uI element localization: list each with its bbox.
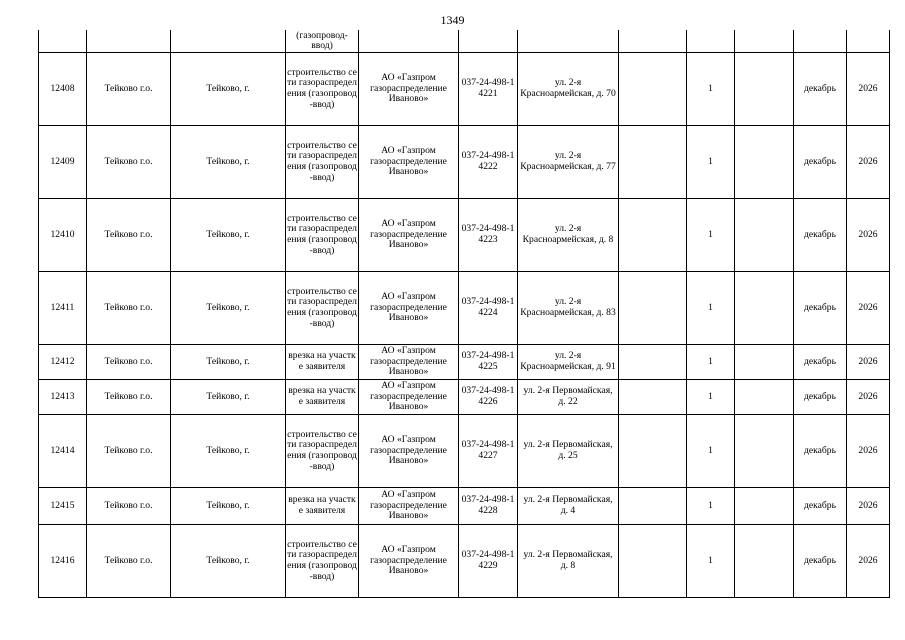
cell-year: 2026 — [847, 488, 890, 525]
cell-empty — [87, 30, 171, 53]
cell-month: декабрь — [794, 525, 847, 598]
cell-empty — [735, 380, 794, 415]
cell-organization: АО «Газпром газораспределение Иваново» — [359, 272, 459, 345]
cell-year: 2026 — [847, 126, 890, 199]
cell-district: Тейково г.о. — [87, 488, 171, 525]
table-row — [39, 345, 890, 380]
cell-district: Тейково г.о. — [87, 525, 171, 598]
cell-year: 2026 — [847, 345, 890, 380]
cell-number: 12410 — [39, 199, 87, 272]
table-row — [39, 53, 890, 126]
cell-city: Тейково, г. — [171, 488, 286, 525]
cell-quantity: 1 — [687, 53, 735, 126]
cell-work-type: врезка на участке заявителя — [286, 488, 359, 525]
table-row — [39, 488, 890, 525]
cell-number: 12416 — [39, 525, 87, 598]
cell-year: 2026 — [847, 272, 890, 345]
cell-address: ул. 2-я Первомайская, д. 4 — [518, 488, 619, 525]
cell-empty — [735, 345, 794, 380]
cell-code: 037-24-498-14229 — [459, 525, 518, 598]
cell-work-type: врезка на участке заявителя — [286, 380, 359, 415]
cell-empty — [735, 126, 794, 199]
cell-empty — [735, 488, 794, 525]
cell-code: 037-24-498-14225 — [459, 345, 518, 380]
table-row — [39, 272, 890, 345]
cell-empty — [619, 126, 687, 199]
cell-work-type: врезка на участке заявителя — [286, 345, 359, 380]
cell-month: декабрь — [794, 272, 847, 345]
cell-empty — [619, 488, 687, 525]
cell-code: 037-24-498-14221 — [459, 53, 518, 126]
cell-empty — [518, 30, 619, 53]
cell-quantity: 1 — [687, 199, 735, 272]
cell-month: декабрь — [794, 488, 847, 525]
cell-year: 2026 — [847, 53, 890, 126]
cell-code: 037-24-498-14227 — [459, 415, 518, 488]
cell-empty — [794, 30, 847, 53]
cell-quantity: 1 — [687, 488, 735, 525]
cell-empty — [735, 525, 794, 598]
cell-code: 037-24-498-14223 — [459, 199, 518, 272]
cell-address: ул. 2-я Первомайская, д. 8 — [518, 525, 619, 598]
cell-organization: АО «Газпром газораспределение Иваново» — [359, 415, 459, 488]
cell-empty — [735, 53, 794, 126]
cell-address: ул. 2-я Красноармейская, д. 70 — [518, 53, 619, 126]
cell-address: ул. 2-я Первомайская, д. 22 — [518, 380, 619, 415]
cell-organization: АО «Газпром газораспределение Иваново» — [359, 199, 459, 272]
cell-month: декабрь — [794, 380, 847, 415]
cell-address: ул. 2-я Красноармейская, д. 8 — [518, 199, 619, 272]
cell-organization: АО «Газпром газораспределение Иваново» — [359, 345, 459, 380]
cell-empty — [735, 415, 794, 488]
cell-work-type — [286, 30, 359, 53]
table-row — [39, 415, 890, 488]
cell-month: декабрь — [794, 53, 847, 126]
cell-city: Тейково, г. — [171, 345, 286, 380]
cell-empty — [619, 415, 687, 488]
cell-work-type: строительство сети газораспределения (газопровод-ввод) — [286, 272, 359, 345]
cell-work-type: строительство сети газораспределения (газопровод-ввод) — [286, 126, 359, 199]
cell-empty — [171, 30, 286, 53]
cell-empty — [847, 30, 890, 53]
cell-city: Тейково, г. — [171, 199, 286, 272]
cell-city: Тейково, г. — [171, 126, 286, 199]
cell-quantity: 1 — [687, 345, 735, 380]
cell-empty — [619, 199, 687, 272]
cell-empty — [735, 272, 794, 345]
cell-empty — [619, 53, 687, 126]
cell-month: декабрь — [794, 415, 847, 488]
table-row-continued — [39, 30, 890, 53]
cell-quantity: 1 — [687, 415, 735, 488]
cell-quantity: 1 — [687, 272, 735, 345]
table-body — [39, 30, 890, 598]
cell-empty — [39, 30, 87, 53]
cell-empty — [619, 272, 687, 345]
cell-number: 12409 — [39, 126, 87, 199]
cell-address: ул. 2-я Красноармейская, д. 91 — [518, 345, 619, 380]
cell-district: Тейково г.о. — [87, 53, 171, 126]
cell-district: Тейково г.о. — [87, 199, 171, 272]
cell-month: декабрь — [794, 126, 847, 199]
work-type-text: (газопровод- ввод) — [296, 30, 348, 52]
table-row — [39, 126, 890, 199]
gasification-table — [38, 30, 890, 598]
cell-number: 12414 — [39, 415, 87, 488]
cell-address: ул. 2-я Красноармейская, д. 83 — [518, 272, 619, 345]
cell-city: Тейково, г. — [171, 53, 286, 126]
table-row — [39, 525, 890, 598]
cell-work-type: строительство сети газораспределения (газопровод-ввод) — [286, 53, 359, 126]
cell-empty — [687, 30, 735, 53]
cell-work-type: строительство сети газораспределения (газопровод-ввод) — [286, 199, 359, 272]
cell-city: Тейково, г. — [171, 272, 286, 345]
cell-number: 12408 — [39, 53, 87, 126]
cell-district: Тейково г.о. — [87, 380, 171, 415]
cell-code: 037-24-498-14228 — [459, 488, 518, 525]
cell-empty — [619, 380, 687, 415]
cell-code: 037-24-498-14222 — [459, 126, 518, 199]
cell-code: 037-24-498-14224 — [459, 272, 518, 345]
cell-empty — [359, 30, 459, 53]
cell-number: 12413 — [39, 380, 87, 415]
cell-organization: АО «Газпром газораспределение Иваново» — [359, 525, 459, 598]
cell-number: 12412 — [39, 345, 87, 380]
cell-organization: АО «Газпром газораспределение Иваново» — [359, 126, 459, 199]
table-row — [39, 380, 890, 415]
cell-empty — [619, 345, 687, 380]
cell-empty — [735, 199, 794, 272]
cell-month: декабрь — [794, 199, 847, 272]
cell-city: Тейково, г. — [171, 380, 286, 415]
cell-year: 2026 — [847, 380, 890, 415]
cell-empty — [459, 30, 518, 53]
cell-organization: АО «Газпром газораспределение Иваново» — [359, 380, 459, 415]
cell-district: Тейково г.о. — [87, 345, 171, 380]
cell-quantity: 1 — [687, 525, 735, 598]
cell-address: ул. 2-я Первомайская, д. 25 — [518, 415, 619, 488]
cell-year: 2026 — [847, 199, 890, 272]
cell-code: 037-24-498-14226 — [459, 380, 518, 415]
cell-organization: АО «Газпром газораспределение Иваново» — [359, 53, 459, 126]
page-number: 1349 — [440, 13, 465, 27]
cell-number: 12411 — [39, 272, 87, 345]
cell-month: декабрь — [794, 345, 847, 380]
cell-quantity: 1 — [687, 126, 735, 199]
cell-year: 2026 — [847, 525, 890, 598]
cell-district: Тейково г.о. — [87, 272, 171, 345]
cell-city: Тейково, г. — [171, 415, 286, 488]
cell-district: Тейково г.о. — [87, 126, 171, 199]
cell-empty — [619, 30, 687, 53]
cell-district: Тейково г.о. — [87, 415, 171, 488]
cell-empty — [619, 525, 687, 598]
cell-city: Тейково, г. — [171, 525, 286, 598]
cell-number: 12415 — [39, 488, 87, 525]
cell-work-type: строительство сети газораспределения (газопровод-ввод) — [286, 415, 359, 488]
table-row — [39, 199, 890, 272]
cell-quantity: 1 — [687, 380, 735, 415]
cell-work-type: строительство сети газораспределения (газопровод-ввод) — [286, 525, 359, 598]
cell-year: 2026 — [847, 415, 890, 488]
cell-empty — [735, 30, 794, 53]
cell-address: ул. 2-я Красноармейская, д. 77 — [518, 126, 619, 199]
cell-organization: АО «Газпром газораспределение Иваново» — [359, 488, 459, 525]
